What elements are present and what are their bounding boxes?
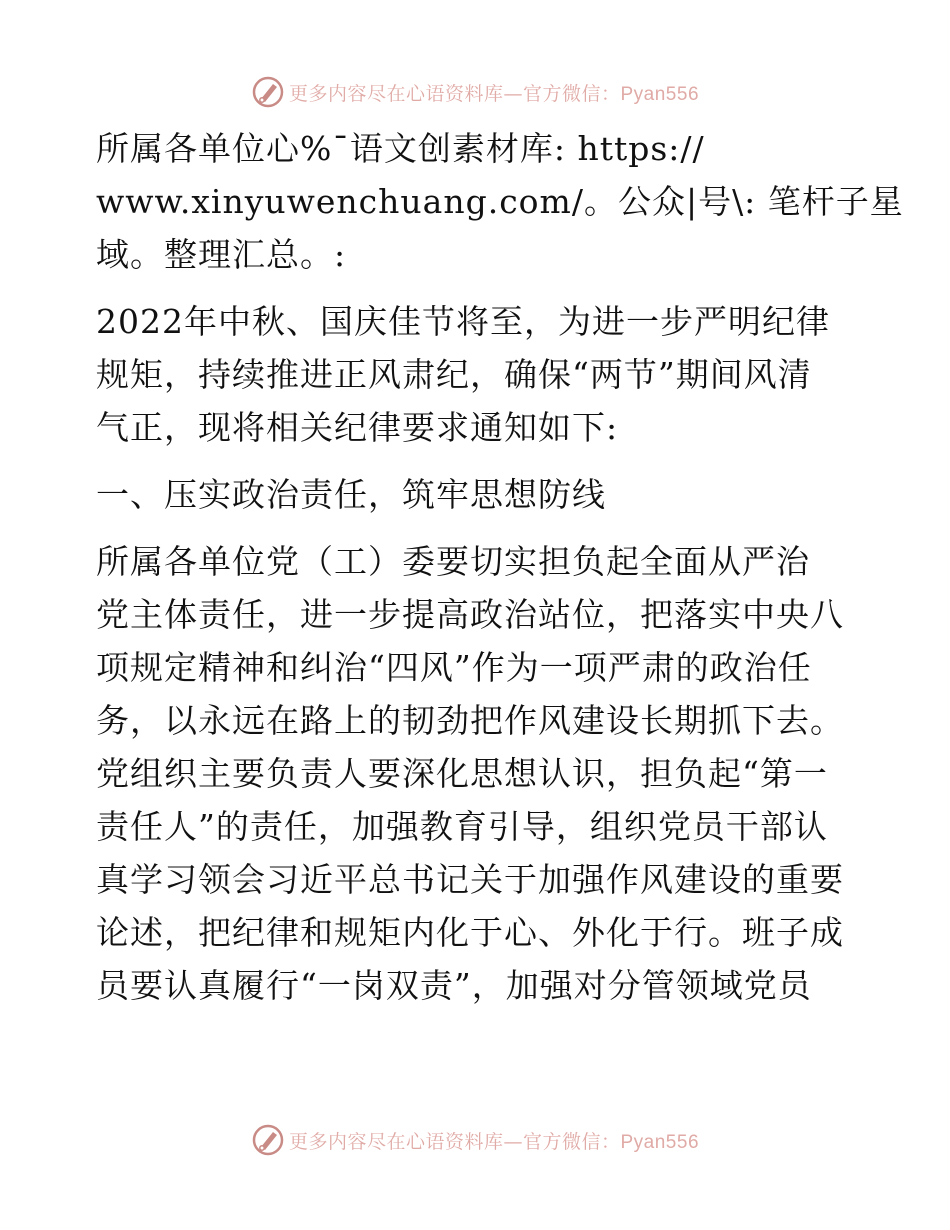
- document-body: [96, 122, 904, 1026]
- watermark-text: 更多内容尽在心语资料库—官方微信：: [288, 82, 621, 105]
- text-line: 项规定精神和纠治“四风”作为一项严肃的政治任: [96, 648, 812, 687]
- header-watermark: [0, 72, 950, 112]
- text-line: 论述，把纪律和规矩内化于心、外化于行。班子成: [96, 913, 844, 952]
- paragraph-intro: [96, 295, 866, 454]
- footer-watermark: [0, 1120, 950, 1160]
- text-line: 责任人”的责任，加强教育引导，组织党员干部认: [96, 807, 828, 846]
- section-heading: [96, 468, 866, 521]
- watermark-id: Pyan556: [620, 83, 700, 105]
- pen-nib-logo-icon: [251, 75, 285, 109]
- paragraph-source-notice: [96, 122, 904, 281]
- text-line: 所属各单位党（工）委要切实担负起全面从严治: [96, 542, 810, 581]
- text-line: www.xinyuwenchuang.com/。公众|号\: 笔杆子星: [96, 182, 904, 221]
- text-line: 员要认真履行“一岗双责”，加强对分管领域党员: [96, 966, 812, 1005]
- text-line: 规矩，持续推进正风肃纪，确保“两节”期间风清: [96, 355, 812, 394]
- text-line: 真学习领会习近平总书记关于加强作风建设的重要: [96, 860, 844, 899]
- text-line: 气正，现将相关纪律要求通知如下:: [96, 408, 619, 447]
- text-line: 域。整理汇总。:: [96, 235, 347, 274]
- text-line: 党组织主要负责人要深化思想认识，担负起“第一: [96, 754, 828, 793]
- text-line: 一、压实政治责任，筑牢思想防线: [96, 475, 606, 514]
- text-line: 务，以永远在路上的韧劲把作风建设长期抓下去。: [96, 701, 844, 740]
- text-line: 党主体责任，进一步提高政治站位，把落实中央八: [96, 595, 844, 634]
- watermark-text: 更多内容尽在心语资料库—官方微信：: [288, 1130, 621, 1153]
- watermark-id: Pyan556: [620, 1131, 700, 1153]
- pen-nib-logo-icon: [251, 1123, 285, 1157]
- text-line: 2022年中秋、国庆佳节将至，为进一步严明纪律: [96, 302, 830, 341]
- text-line: 所属各单位心%¯语文创素材库: https://: [96, 129, 705, 168]
- paragraph-body: [96, 535, 866, 1012]
